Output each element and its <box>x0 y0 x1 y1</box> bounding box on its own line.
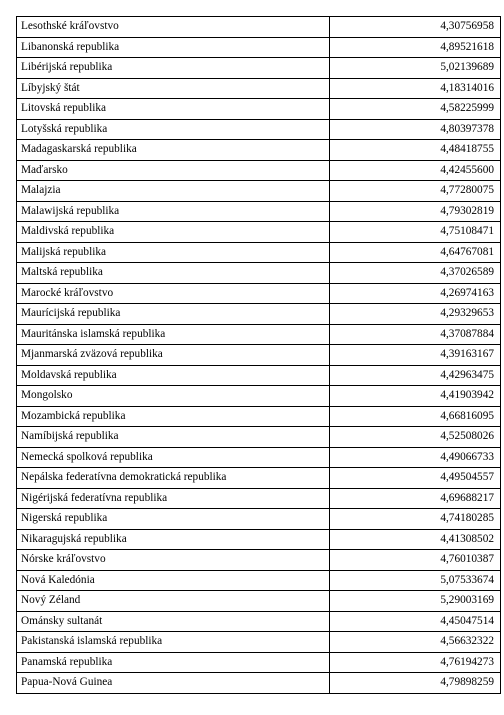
table-row <box>17 529 501 550</box>
country-name-cell: Litovská republika <box>17 99 330 120</box>
country-name-cell: Nigérijská federatívna republika <box>17 488 330 509</box>
country-value-table <box>16 16 501 694</box>
value-cell: 4,39163167 <box>330 345 501 366</box>
country-name-cell: Mozambická republika <box>17 406 330 427</box>
table-row <box>17 304 501 325</box>
table-row <box>17 119 501 140</box>
table-row <box>17 283 501 304</box>
value-cell: 4,42455600 <box>330 160 501 181</box>
value-cell: 4,76010387 <box>330 550 501 571</box>
country-name-cell: Namíbijská republika <box>17 427 330 448</box>
country-name-cell: Nikaragujská republika <box>17 529 330 550</box>
table-row <box>17 99 501 120</box>
value-cell: 5,29003169 <box>330 591 501 612</box>
country-name-cell: Nórske kráľovstvo <box>17 550 330 571</box>
table-row <box>17 468 501 489</box>
country-name-cell: Papua-Nová Guinea <box>17 673 330 694</box>
value-cell: 5,07533674 <box>330 570 501 591</box>
country-name-cell: Marocké kráľovstvo <box>17 283 330 304</box>
table-row <box>17 550 501 571</box>
table-row <box>17 652 501 673</box>
country-name-cell: Lesothské kráľovstvo <box>17 17 330 38</box>
table-row <box>17 345 501 366</box>
value-cell: 4,89521618 <box>330 37 501 58</box>
country-name-cell: Mauritánska islamská republika <box>17 324 330 345</box>
table-row <box>17 222 501 243</box>
country-name-cell: Libérijská republika <box>17 58 330 79</box>
country-name-cell: Maltská republika <box>17 263 330 284</box>
country-name-cell: Mongolsko <box>17 386 330 407</box>
table-row <box>17 365 501 386</box>
value-cell: 4,66816095 <box>330 406 501 427</box>
value-cell: 4,49504557 <box>330 468 501 489</box>
country-name-cell: Líbyjský štát <box>17 78 330 99</box>
table-row <box>17 570 501 591</box>
value-cell: 4,45047514 <box>330 611 501 632</box>
country-name-cell: Moldavská republika <box>17 365 330 386</box>
value-cell: 4,37087884 <box>330 324 501 345</box>
value-cell: 4,49066733 <box>330 447 501 468</box>
country-name-cell: Ománsky sultanát <box>17 611 330 632</box>
value-cell: 4,41903942 <box>330 386 501 407</box>
table-row <box>17 427 501 448</box>
value-cell: 4,77280075 <box>330 181 501 202</box>
value-cell: 4,75108471 <box>330 222 501 243</box>
table-row <box>17 386 501 407</box>
table-row <box>17 160 501 181</box>
value-cell: 4,76194273 <box>330 652 501 673</box>
table-row <box>17 406 501 427</box>
country-name-cell: Malijská republika <box>17 242 330 263</box>
value-cell: 4,58225999 <box>330 99 501 120</box>
table-row <box>17 17 501 38</box>
value-cell: 5,02139689 <box>330 58 501 79</box>
country-name-cell: Panamská republika <box>17 652 330 673</box>
country-name-cell: Nový Zéland <box>17 591 330 612</box>
value-cell: 4,48418755 <box>330 140 501 161</box>
table-body <box>17 17 501 694</box>
table-row <box>17 488 501 509</box>
table-row <box>17 263 501 284</box>
value-cell: 4,56632322 <box>330 632 501 653</box>
country-name-cell: Malajzia <box>17 181 330 202</box>
country-name-cell: Pakistanská islamská republika <box>17 632 330 653</box>
value-cell: 4,37026589 <box>330 263 501 284</box>
country-name-cell: Nemecká spolková republika <box>17 447 330 468</box>
table-row <box>17 591 501 612</box>
country-name-cell: Mjanmarská zväzová republika <box>17 345 330 366</box>
country-name-cell: Maldivská republika <box>17 222 330 243</box>
country-name-cell: Nepálska federatívna demokratická republika <box>17 468 330 489</box>
country-name-cell: Libanonská republika <box>17 37 330 58</box>
country-name-cell: Lotyšská republika <box>17 119 330 140</box>
table-row <box>17 242 501 263</box>
table-row <box>17 673 501 694</box>
table-row <box>17 324 501 345</box>
table-row <box>17 632 501 653</box>
country-name-cell: Maďarsko <box>17 160 330 181</box>
value-cell: 4,26974163 <box>330 283 501 304</box>
table-row <box>17 201 501 222</box>
value-cell: 4,80397378 <box>330 119 501 140</box>
value-cell: 4,18314016 <box>330 78 501 99</box>
value-cell: 4,64767081 <box>330 242 501 263</box>
country-name-cell: Malawijská republika <box>17 201 330 222</box>
value-cell: 4,69688217 <box>330 488 501 509</box>
table-row <box>17 37 501 58</box>
country-name-cell: Nigerská republika <box>17 509 330 530</box>
value-cell: 4,74180285 <box>330 509 501 530</box>
value-cell: 4,79302819 <box>330 201 501 222</box>
value-cell: 4,29329653 <box>330 304 501 325</box>
value-cell: 4,52508026 <box>330 427 501 448</box>
value-cell: 4,30756958 <box>330 17 501 38</box>
table-row <box>17 181 501 202</box>
table-row <box>17 58 501 79</box>
table-row <box>17 78 501 99</box>
country-name-cell: Nová Kaledónia <box>17 570 330 591</box>
table-row <box>17 140 501 161</box>
country-name-cell: Maurícijská republika <box>17 304 330 325</box>
table-row <box>17 611 501 632</box>
value-cell: 4,79898259 <box>330 673 501 694</box>
table-row <box>17 509 501 530</box>
country-name-cell: Madagaskarská republika <box>17 140 330 161</box>
value-cell: 4,42963475 <box>330 365 501 386</box>
table-row <box>17 447 501 468</box>
value-cell: 4,41308502 <box>330 529 501 550</box>
